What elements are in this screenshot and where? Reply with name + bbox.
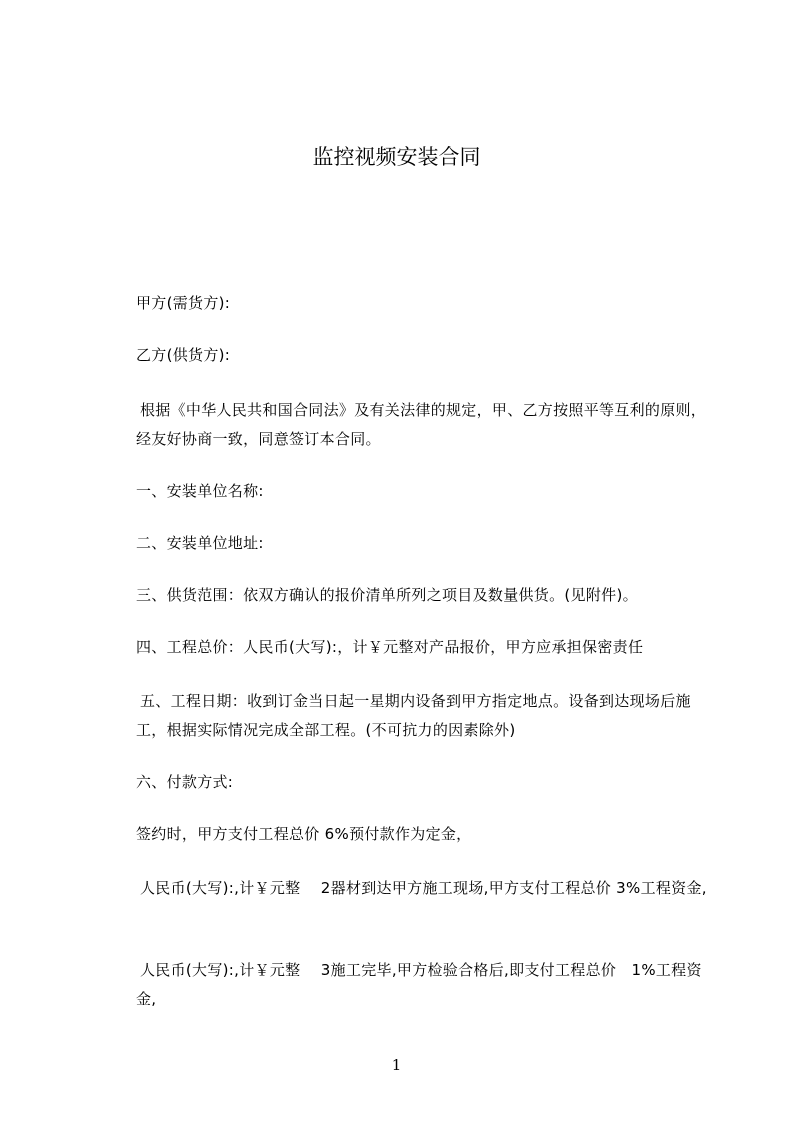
party-a-line: 甲方(需货方): [136, 294, 231, 312]
preamble-paragraph: 根据《中华人民共和国合同法》及有关法律的规定，甲、乙方按照平等互利的原则，经友好协商一致，同意签订本合同。 [136, 401, 707, 448]
page-number: 1 [391, 1056, 402, 1074]
payment-stage-3-line: 人民币(大写):,计￥元整 3施工完毕,甲方检验合格后,即支付工程总价 1%工程资金, [136, 961, 702, 1008]
clause-5-project-date: 五、工程日期：收到订金当日起一星期内设备到甲方指定地点。设备到达现场后施工，根据实际情况完成全部工程。(不可抗力的因素除外) [136, 692, 691, 739]
clause-2-install-unit-address: 二、安装单位地址: [136, 534, 264, 552]
clause-6-payment-method: 六、付款方式: [136, 773, 234, 791]
document-title: 监控视频安装合同 [312, 145, 481, 169]
clause-4-total-price: 四、工程总价：人民币(大写):，计￥元整对产品报价，甲方应承担保密责任 [136, 638, 644, 656]
clause-3-supply-scope: 三、供货范围：依双方确认的报价清单所列之项目及数量供货。(见附件)。 [136, 586, 638, 604]
payment-deposit-line: 签约时，甲方支付工程总价 6%预付款作为定金， [136, 825, 472, 843]
clause-1-install-unit-name: 一、安装单位名称: [136, 482, 264, 500]
party-b-line: 乙方(供货方): [136, 346, 231, 364]
payment-stage-2-line: 人民币(大写):,计￥元整 2器材到达甲方施工现场,甲方支付工程总价 3%工程资金, [140, 879, 707, 897]
